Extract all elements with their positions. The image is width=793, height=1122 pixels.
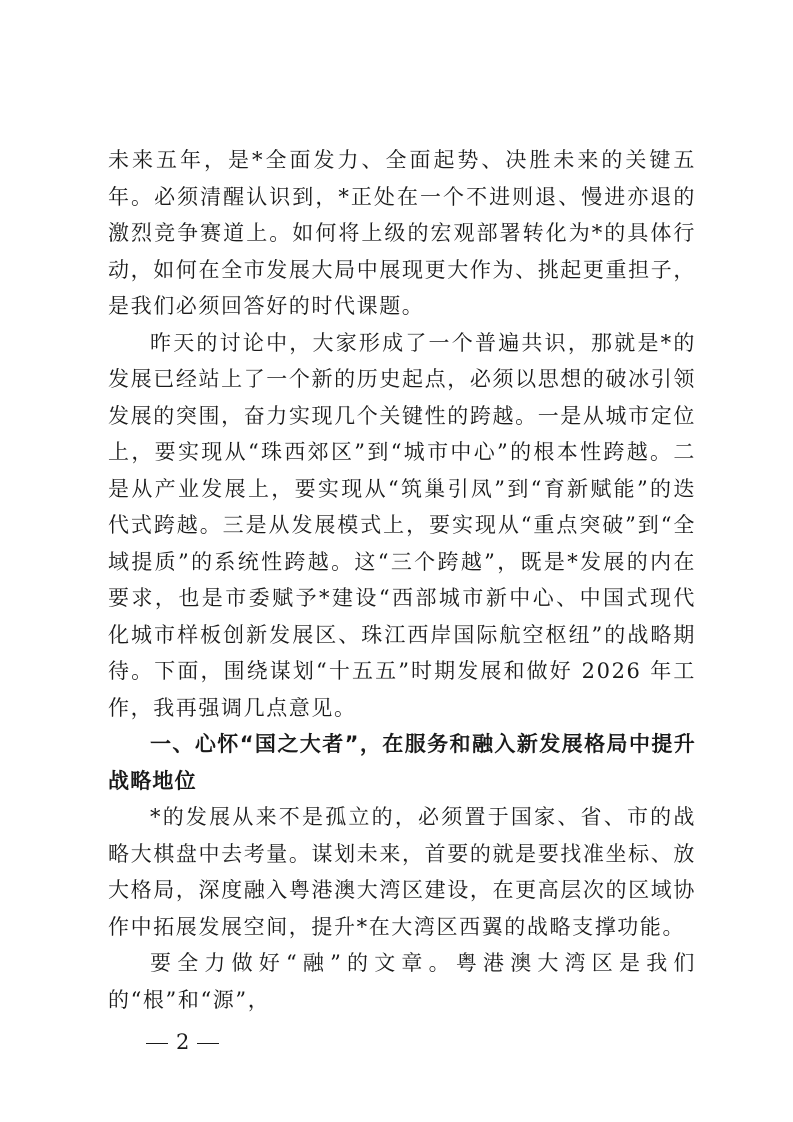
footer-dash-left	[146, 1043, 168, 1044]
page-footer	[138, 1030, 227, 1054]
document-body	[108, 142, 696, 1018]
paragraph-1: 未来五年，是*全面发力、全面起势、决胜未来的关键五年。必须清醒认识到，*正处在一个不进则退、慢进亦退的激烈竞争赛道上。如何将上级的宏观部署转化为*的具体行动，如何在全市发展大局中展现更大作为、挑起更重担子，是我们必须回答好的时代课题。	[108, 148, 696, 318]
paragraph-2: 昨天的讨论中，大家形成了一个普遍共识，那就是*的发展已经站上了一个新的历史起点，必须以思想的破冰引领发展的突围，奋力实现几个关键性的跨越。一是从城市定位上，要实现从“珠西郊区”到“城市中心”的根本性跨越。二是从产业发展上，要实现从“筑巢引凤”到“育新赋能”的迭代式跨越。三是从发展模式上，要实现从“重点突破”到“全域提质”的系统性跨越。这“三个跨越”，既是*发展的内在要求，也是市委赋予*建设“西部城市新中心、中国式现代化城市样板创新发展区、珠江西岸国际航空枢纽”的战略期待。下面，围绕谋划“十五五”时期发展和做好 2026 年工作，我再强调几点意见。	[108, 330, 696, 720]
section-heading-1: 一、心怀“国之大者”，在服务和融入新发展格局中提升战略地位	[108, 732, 696, 793]
page-number: 2	[176, 1030, 190, 1054]
paragraph-4: 要全力做好“融”的文章。粤港澳大湾区是我们的“根”和“源”，	[108, 951, 696, 1012]
paragraph-3: *的发展从来不是孤立的，必须置于国家、省、市的战略大棋盘中去考量。谋划未来，首要的就是要找准坐标、放大格局，深度融入粤港澳大湾区建设，在更高层次的区域协作中拓展发展空间，提升*在大湾区西翼的战略支撑功能。	[108, 805, 696, 939]
footer-dash-right	[197, 1043, 219, 1044]
